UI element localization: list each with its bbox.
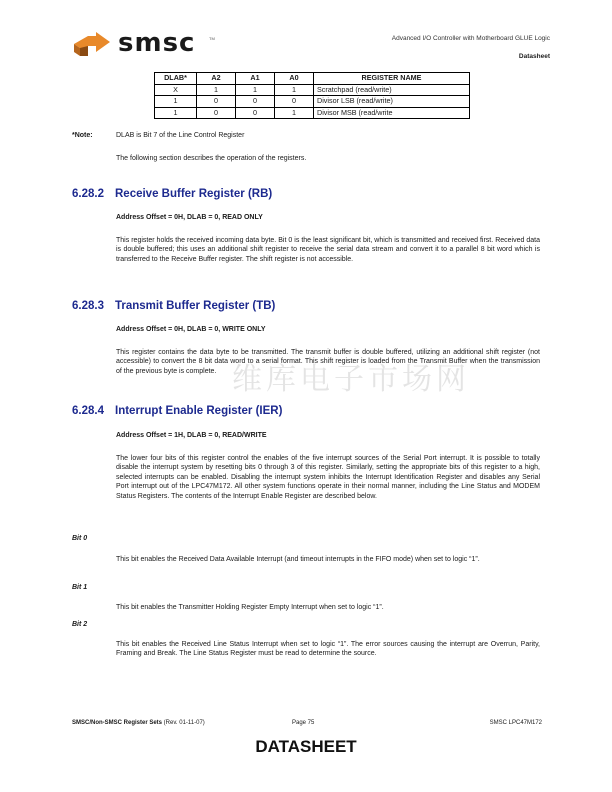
table-cell: 1 xyxy=(236,84,275,96)
table-cell: 0 xyxy=(236,107,275,119)
table-cell: 1 xyxy=(155,107,197,119)
section-paragraph: The lower four bits of this register control the enables of the five interrupt sources of the Serial Port interrupt. It is possible to totally disable the interrupt system by resetting bits 0 through 3 of this register. Similarly, setting the appropriate bits of this register to a high, selected interrupts can be enabled. Disabling the interrupt system inhibits the Interrupt Identification Register and disables any Serial Port interrupt out of the LPC47M172. All other system functions operate in their normal manner, including the Line Status and MODEM Status Registers. The contents of the Interrupt Enable Register are described below. xyxy=(116,455,540,500)
column-header: REGISTER NAME xyxy=(314,73,470,85)
footer-section-info xyxy=(72,720,205,726)
table-cell: 0 xyxy=(236,96,275,108)
table-header-row xyxy=(155,73,470,85)
column-header: A0 xyxy=(275,73,314,85)
table-cell: 0 xyxy=(197,96,236,108)
smsc-logo xyxy=(74,28,215,58)
document-type: Datasheet xyxy=(518,53,550,60)
bit-label: Bit 2 xyxy=(72,621,88,628)
table-cell: Divisor MSB (read/write xyxy=(314,107,470,119)
footer-section-name: SMSC/Non-SMSC Register Sets xyxy=(72,720,163,726)
column-header: DLAB* xyxy=(155,73,197,85)
table-cell: 1 xyxy=(197,84,236,96)
section-title: Receive Buffer Register (RB) xyxy=(115,188,273,200)
intro-paragraph: The following section describes the operation of the registers. xyxy=(116,155,307,162)
section-paragraph: This register holds the received incoming data byte. Bit 0 is the least significant bit, which is transmitted and received first. Received data is double buffered; this uses an additional shift register to receive the serial data stream and convert it to a parallel 8 bit word which is transferred to the Receive Buffer register. The shift register is not accessible. xyxy=(116,237,540,263)
section-paragraph: This register contains the data byte to be transmitted. The transmit buffer is double buffered, utilizing an additional shift register (not accessible) to convert the 8 bit data word to a serial format. This shift register is loaded from the Transmit Buffer when the transmission of the previous byte is complete. xyxy=(116,349,540,375)
smsc-logo-mark-icon xyxy=(74,32,110,56)
address-offset: Address Offset = 0H, DLAB = 0, WRITE ONLY xyxy=(116,326,266,333)
register-table xyxy=(154,72,470,119)
table-cell: 1 xyxy=(275,84,314,96)
section-title: Transmit Buffer Register (TB) xyxy=(115,300,276,312)
section-heading-tb xyxy=(72,300,552,314)
table-row xyxy=(155,84,470,96)
bit-description: This bit enables the Transmitter Holding Register Empty Interrupt when set to logic “1”. xyxy=(116,604,384,611)
table-cell: 0 xyxy=(197,107,236,119)
logo-wordmark: smsc xyxy=(118,28,196,58)
note-label: *Note: xyxy=(72,132,93,139)
footer-page-number: Page 75 xyxy=(292,720,315,726)
logo-trademark: TM xyxy=(209,36,215,41)
footer-revision: (Rev. 01-11-07) xyxy=(162,720,205,726)
table-cell: X xyxy=(155,84,197,96)
footer-part-number: SMSC LPC47M172 xyxy=(489,720,542,726)
table-cell: 0 xyxy=(275,96,314,108)
note-text: DLAB is Bit 7 of the Line Control Register xyxy=(116,132,245,139)
document-title: Advanced I/O Controller with Motherboard GLUE Logic xyxy=(391,35,550,42)
address-offset: Address Offset = 0H, DLAB = 0, READ ONLY xyxy=(116,214,263,221)
watermark: 维库电子市场网 xyxy=(232,362,470,397)
section-heading-ier xyxy=(72,405,552,419)
section-number: 6.28.2 xyxy=(72,188,104,200)
table-cell: 1 xyxy=(275,107,314,119)
table-cell: 1 xyxy=(155,96,197,108)
table-row xyxy=(155,96,470,108)
section-number: 6.28.3 xyxy=(72,300,104,312)
bit-label: Bit 0 xyxy=(72,535,88,542)
bit-description: This bit enables the Received Line Status Interrupt when set to logic “1”. The error sources causing the interrupt are Overrun, Parity, Framing and Break. The Line Status Register must be read to determine the source. xyxy=(116,641,540,658)
table-row xyxy=(155,107,470,119)
section-number: 6.28.4 xyxy=(72,405,104,417)
bit-description: This bit enables the Received Data Available Interrupt (and timeout interrupts in the FIFO mode) when set to logic “1”. xyxy=(116,556,480,563)
table-cell: Scratchpad (read/write) xyxy=(314,84,470,96)
table-cell: Divisor LSB (read/write) xyxy=(314,96,470,108)
footer-banner: DATASHEET xyxy=(255,737,357,756)
section-heading-rb xyxy=(72,188,552,202)
section-title: Interrupt Enable Register (IER) xyxy=(115,405,283,417)
column-header: A1 xyxy=(236,73,275,85)
column-header: A2 xyxy=(197,73,236,85)
bit-label: Bit 1 xyxy=(72,584,88,591)
address-offset: Address Offset = 1H, DLAB = 0, READ/WRITE xyxy=(116,432,267,439)
